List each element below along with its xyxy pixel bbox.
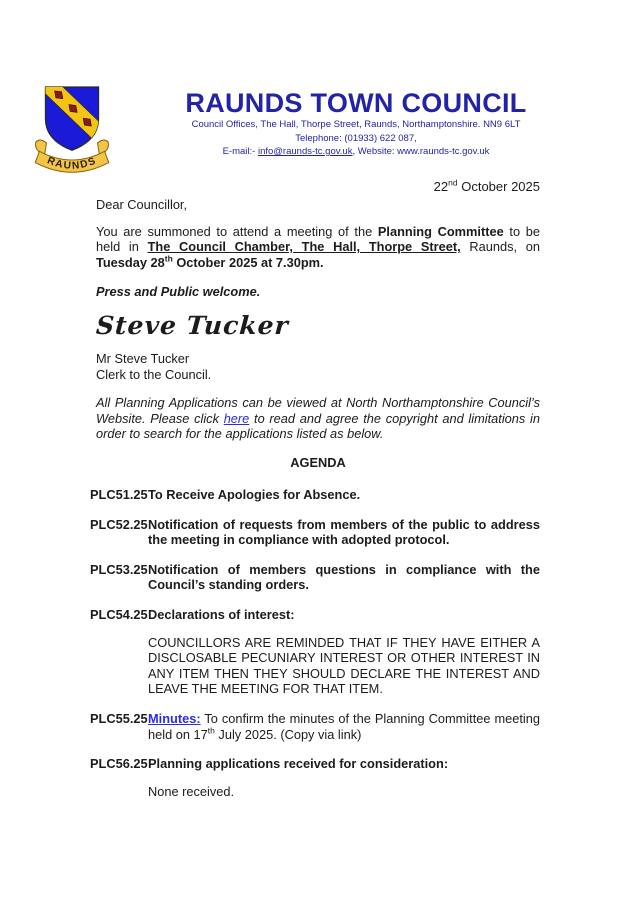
copyright-here-link[interactable]: here <box>223 410 250 426</box>
agenda-item-number: PLC51.25 <box>90 487 148 502</box>
clerk-signature: Steve Tucker <box>95 310 290 340</box>
agenda-item-number: PLC54.25 <box>90 606 148 622</box>
summons-text: Raunds, on <box>460 239 540 255</box>
apps-note-text: to read and agree the copyright and limitations in order to search for the applications listed as below. <box>96 410 540 442</box>
planning-applications-note <box>96 395 540 442</box>
crest-graphic <box>33 84 111 186</box>
date-ordinal-suffix: nd <box>448 177 458 188</box>
meeting-date: Tuesday 28 <box>96 254 165 270</box>
apps-note-text: All Planning Applications can be viewed at North Northamptonshire Council’s Website. Please click <box>96 395 540 426</box>
agenda-item-plc52 <box>90 517 540 548</box>
email-label: E-mail:- <box>222 146 258 157</box>
lozenge-icon <box>83 118 91 126</box>
agenda-item-text: July 2025. (Copy via link) <box>214 726 362 742</box>
minutes-link[interactable]: Minutes: <box>148 710 201 726</box>
agenda-item-number: PLC52.25 <box>90 516 148 532</box>
agenda-item-text: Notification of requests from members of the public to address the meeting in compliance with adopted protocol. <box>148 516 540 548</box>
letter-body <box>96 197 540 471</box>
agenda-item-text: Planning applications received for consideration: <box>148 756 449 772</box>
salutation: Dear Councillor, <box>96 197 188 212</box>
declarations-reminder-note: COUNCILLORS ARE REMINDED THAT IF THEY HAVE EITHER A DISCLOSABLE PECUNIARY INTEREST OR OTHER INTEREST IN ANY ITEM THEN THEY SHOULD DECLARE THE INTEREST AND LEAVE THE MEETING FOR THAT ITEM. <box>148 634 540 697</box>
council-title: RAUNDS TOWN COUNCIL <box>185 88 527 118</box>
agenda-heading: AGENDA <box>290 454 346 470</box>
agenda-item-text: Declarations of interest: <box>148 606 295 622</box>
committee-name: Planning Committee <box>377 223 504 239</box>
summons-paragraph <box>96 224 540 271</box>
signatory-block <box>96 351 540 382</box>
summons-text: to be held in <box>96 223 540 255</box>
signatory-name: Mr Steve Tucker <box>96 350 190 366</box>
agenda-item-text: Notification of members questions in compliance with the Council’s standing orders. <box>148 561 540 593</box>
agenda-item-plc56 <box>90 756 540 799</box>
meeting-time: October 2025 at 7.30pm. <box>172 254 324 270</box>
agenda-list <box>90 487 540 813</box>
agenda-item-number: PLC56.25 <box>90 756 148 772</box>
agenda-item-plc54 <box>90 607 540 697</box>
press-public-notice: Press and Public welcome. <box>96 284 261 300</box>
minutes-date-ordinal: th <box>207 725 215 736</box>
agenda-item-plc51 <box>90 487 540 503</box>
letter-date <box>96 179 540 194</box>
agenda-item-text: To Receive Apologies for Absence. <box>148 487 361 502</box>
website-text: , Website: www.raunds-tc.gov.uk <box>352 146 490 157</box>
email-link[interactable]: info@raunds-tc.gov.uk <box>257 146 353 157</box>
none-received-note: None received. <box>148 783 235 799</box>
council-telephone: Telephone: (01933) 622 087, <box>295 132 417 144</box>
signatory-role: Clerk to the Council. <box>96 366 212 382</box>
ribbon-text: RAUNDS <box>45 155 99 172</box>
agenda-item-plc55 <box>90 711 540 742</box>
council-address: Council Offices, The Hall, Thorpe Street, Raunds, Northamptonshire. NN9 6LT <box>191 119 521 130</box>
meeting-date-ordinal: th <box>164 253 173 264</box>
agenda-item-text: To confirm the minutes of the Planning Committee meeting held on 17 <box>148 710 540 742</box>
agenda-item-number: PLC55.25 <box>90 710 148 726</box>
lozenge-icon <box>69 105 77 113</box>
agenda-item-plc53 <box>90 562 540 593</box>
council-contact-line <box>140 146 572 159</box>
date-month-year: October 2025 <box>457 179 540 194</box>
summons-text: You are summoned to attend a meeting of the <box>96 223 378 239</box>
agenda-item-number: PLC53.25 <box>90 561 148 577</box>
lozenge-icon <box>55 91 63 99</box>
council-crest-logo <box>33 84 111 186</box>
letterhead <box>140 88 572 159</box>
date-day: 22 <box>433 179 449 194</box>
meeting-location: The Council Chamber, The Hall, Thorpe Street, <box>147 239 461 255</box>
